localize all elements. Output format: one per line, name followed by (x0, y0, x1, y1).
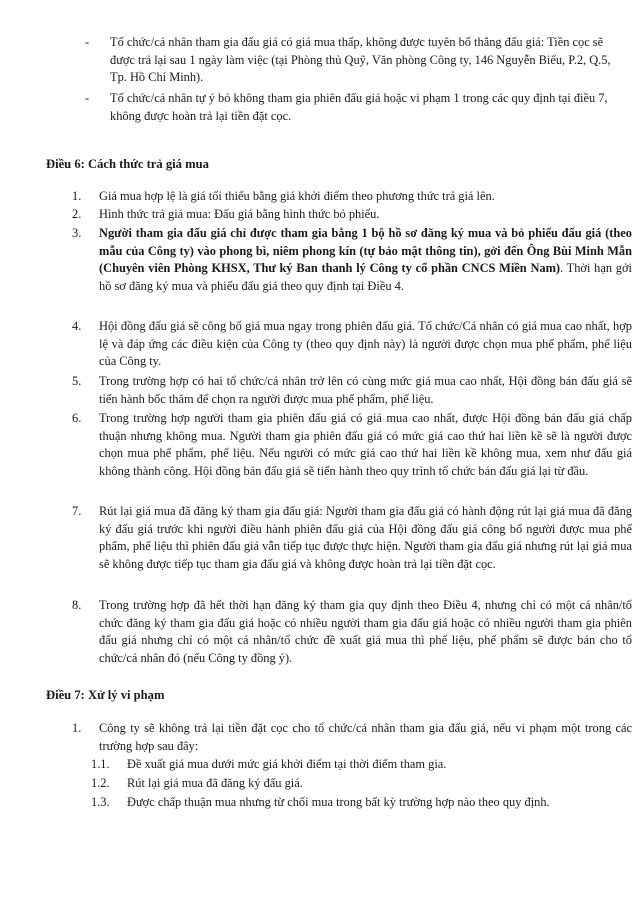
subitem-number: 1.1. (91, 757, 110, 771)
item-text: Trong trường hợp người tham gia phiên đấu giá có giá mua cao nhất, được Hội đồng bán đấu giá chấp thuận nhưng không mua. Người tham gia phiên đấu giá có mức giá cao thứ hai liền kề sẽ là người được chọn mua phế phẩm, phế liệu. Nếu người có mức giá cao thứ hai liền kề không mua, xem như đấu giá không thành công. Hội đồng bán đấu giá sẽ tiến hành theo quy trình tổ chức bán đấu giá lại từ đầu. (99, 411, 632, 478)
item-number: 1. (72, 189, 82, 203)
subitem-text: Đề xuất giá mua dưới mức giá khởi điểm tại thời điểm tham gia. (127, 757, 447, 771)
item-text: Giá mua hợp lệ là giá tối thiểu bằng giá khởi điểm theo phương thức trả giá lên. (99, 189, 495, 203)
bullet-text: Tổ chức/cá nhân tự ý bỏ không tham gia phiên đấu giá hoặc vi phạm 1 trong các quy định tại điều 7, không được hoàn trả lại tiền đặt cọc. (110, 91, 608, 123)
item-number: 8. (72, 598, 82, 612)
item-number: 2. (72, 207, 82, 221)
item-text: Hội đồng đấu giá sẽ công bố giá mua ngay trong phiên đấu giá. Tổ chức/Cá nhân có giá mua cao nhất, hợp lệ và đáp ứng các điều kiện của Công ty (theo quy định này) là người được chọn mua phế phẩm, phế liệu của Công ty. (99, 319, 632, 369)
subitem-number: 1.3. (91, 795, 110, 809)
bullet-marker: - (85, 35, 90, 49)
article-6-item (72, 410, 632, 480)
article-6-item (72, 318, 632, 371)
subitem-number: 1.2. (91, 776, 110, 790)
article-6-item (72, 225, 632, 295)
item-text: Trong trường hợp đã hết thời hạn đăng ký tham gia quy định theo Điều 4, nhưng chỉ có một cá nhân/tổ chức đăng ký tham gia đấu giá hoặc có nhiều người tham gia đấu giá hoặc có nhiều người tham gia phiên đấu giá nhưng chỉ có một cá nhân/tổ chức đề xuất giá mua thì phế liệu, phế phẩm sẽ được bán cho tổ chức/cá nhân đó (nếu Công ty đồng ý). (99, 598, 632, 665)
item-number: 4. (72, 319, 82, 333)
item-number: 6. (72, 411, 82, 425)
bullet-item (85, 90, 630, 125)
bullet-marker: - (85, 91, 90, 105)
article-6-item (72, 503, 632, 573)
article-7-heading: Điều 7: Xử lý vi phạm (46, 688, 165, 702)
article-7-subitem (91, 775, 631, 793)
subitem-text: Được chấp thuận mua nhưng từ chối mua trong bất kỳ trường hợp nào theo quy định. (127, 795, 550, 809)
article-6-item (72, 373, 632, 408)
item-text: Hình thức trả giá mua: Đấu giá bằng hình thức bỏ phiếu. (99, 207, 380, 221)
article-6-heading: Điều 6: Cách thức trả giá mua (46, 157, 209, 171)
item-number: 1. (72, 721, 82, 735)
item-text: Công ty sẽ không trả lại tiền đặt cọc cho tổ chức/cá nhân tham gia đấu giá, nếu vi phạm một trong các trường hợp sau đây: (99, 721, 632, 753)
bullet-item (85, 34, 630, 87)
article-7-subitem (91, 794, 631, 812)
item-number: 3. (72, 226, 82, 240)
article-6-item (72, 206, 632, 224)
article-7-item (72, 720, 632, 755)
item-text: Trong trường hợp có hai tổ chức/cá nhân trở lên có cùng mức giá mua cao nhất, Hội đồng bán đấu giá sẽ tiến hành bốc thăm để chọn ra người được mua phế phẩm, phế liệu. (99, 374, 632, 406)
item-text: Rút lại giá mua đã đăng ký tham gia đấu giá: Người tham gia đấu giá có hành động rút lại giá mua đã đăng ký đấu giá trước khi người điều hành phiên đấu giá của Hội đồng đấu giá công bố người được mua phế phẩm, phế liệu thì phiên đấu giá vẫn tiếp tục được thực hiện. Người tham gia đấu giá nhưng rút lại giá mua sẽ không được tiếp tục tham gia đấu giá và không được hoàn trả lại tiền đặt cọc. (99, 504, 632, 571)
item-text: . Thời hạn gởi hồ sơ đăng ký mua và phiếu đấu giá theo quy định tại Điều 4. (99, 261, 633, 293)
item-number: 7. (72, 504, 82, 518)
item-text-bold: Người tham gia đấu giá chỉ được tham gia bằng 1 bộ hồ sơ đăng ký mua và bỏ phiếu đấu giá (theo mẫu của Công ty) vào phong bì, niêm phong kín (tự bảo mật thông tin), gởi đến Ông Bùi Minh Mẫn (Chuyên viên Phòng KHSX, Thư ký Ban thanh lý Công ty cổ phần CNCS Miền Nam) (99, 226, 632, 276)
bullet-text: Tổ chức/cá nhân tham gia đấu giá có giá mua thấp, không được tuyên bố thắng đấu giá: Tiền cọc sẽ được trả lại sau 1 ngày làm việc (tại Phòng thủ Quỹ, Văn phòng Công ty, 146 Nguyễn Biểu, P.2, Q.5, Tp. Hồ Chí Minh). (110, 35, 611, 85)
item-number: 5. (72, 374, 82, 388)
article-7-subitem (91, 756, 631, 774)
subitem-text: Rút lại giá mua đã đăng ký đấu giá. (127, 776, 303, 790)
article-6-item (72, 597, 632, 667)
article-6-item (72, 188, 632, 206)
